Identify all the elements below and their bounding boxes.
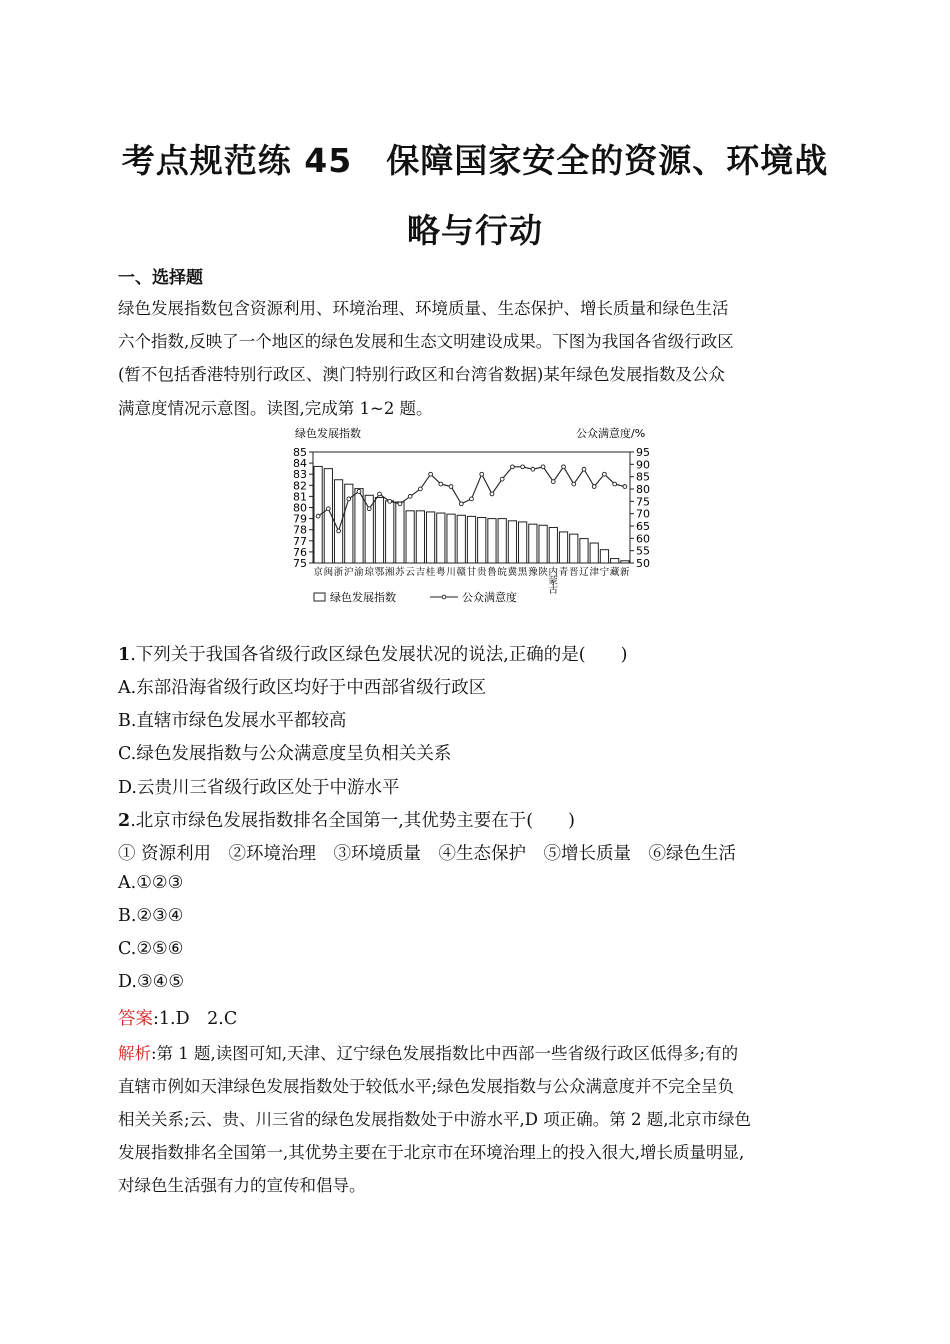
analysis-text: :第 1 题,读图可知,天津、辽宁绿色发展指数比中西部一些省级行政区低得多;有的 — [151, 1044, 739, 1063]
x-label-京: 京 — [313, 567, 323, 578]
point-陕 — [541, 465, 545, 469]
q1-option-a: A.东部沿海省级行政区均好于中西部省级行政区 — [118, 678, 487, 698]
q1-option-b: B.直辖市绿色发展水平都较高 — [118, 711, 347, 731]
x-label-豫: 豫 — [528, 567, 538, 578]
right-tick-label: 95 — [636, 446, 650, 459]
bar-新 — [621, 561, 629, 563]
bar-苏 — [396, 502, 404, 563]
right-tick-label: 50 — [636, 557, 650, 570]
right-axis-title: 公众满意度/% — [576, 427, 646, 440]
point-粤 — [439, 482, 443, 486]
x-label-extra-蒙: 蒙 — [548, 576, 559, 587]
bar-冀 — [508, 521, 516, 563]
legend-line-marker — [442, 595, 446, 599]
point-闽 — [326, 507, 330, 511]
point-苏 — [398, 502, 402, 506]
bar-贵 — [478, 517, 486, 563]
page-title-line1: 考点规范练 45 保障国家安全的资源、环境战 — [121, 141, 829, 180]
x-label-川: 川 — [446, 567, 456, 578]
question-1-stem — [118, 641, 627, 666]
bar-渝 — [355, 489, 363, 563]
bar-甘 — [467, 516, 475, 563]
left-tick-label: 77 — [293, 534, 307, 548]
left-tick-label: 78 — [293, 523, 307, 537]
x-label-津: 津 — [589, 567, 599, 578]
bar-豫 — [529, 524, 537, 563]
x-label-贵: 贵 — [476, 567, 487, 578]
point-冀 — [511, 465, 515, 469]
analysis-line: 相关关系;云、贵、川三省的绿色发展指数处于中游水平,D 项正确。第 2 题,北京市绿色 — [118, 1110, 752, 1129]
point-青 — [562, 465, 566, 469]
answer-label: 答案 — [118, 1009, 153, 1029]
point-藏 — [613, 482, 617, 486]
x-label-宁: 宁 — [599, 567, 610, 578]
x-label-沪: 沪 — [344, 567, 354, 578]
x-label-新: 新 — [620, 567, 630, 578]
right-tick-label: 60 — [636, 532, 650, 546]
bar-藏 — [611, 559, 619, 563]
x-label-桂: 桂 — [425, 567, 436, 578]
x-label-皖: 皖 — [497, 567, 507, 578]
question-number: 1 — [118, 645, 131, 665]
question-text: .北京市绿色发展指数排名全国第一,其优势主要在于( ) — [130, 811, 575, 831]
x-label-渝: 渝 — [354, 567, 364, 578]
analysis-label: 解析 — [118, 1044, 151, 1063]
left-tick-label: 83 — [293, 468, 307, 482]
x-label-内: 内 — [548, 567, 559, 578]
point-云 — [408, 495, 412, 499]
question-text: .下列关于我国各省级行政区绿色发展状况的说法,正确的是( ) — [130, 645, 628, 665]
x-label-赣: 赣 — [456, 567, 467, 578]
right-tick-label: 75 — [636, 495, 650, 509]
intro-line: 六个指数,反映了一个地区的绿色发展和生态文明建设成果。下图为我国各省级行政区 — [118, 332, 734, 351]
x-label-黑: 黑 — [517, 567, 528, 578]
point-皖 — [500, 477, 504, 481]
point-宁 — [603, 472, 607, 476]
answer-line — [118, 1005, 237, 1030]
point-渝 — [357, 490, 361, 494]
answer-text: :1.D 2.C — [153, 1009, 238, 1029]
x-label-鲁: 鲁 — [487, 567, 497, 578]
bar-吉 — [416, 511, 424, 563]
x-label-辽: 辽 — [579, 567, 589, 578]
page-title-line2: 略与行动 — [407, 211, 543, 250]
right-tick-label: 55 — [636, 544, 650, 558]
point-贵 — [480, 472, 484, 476]
left-tick-label: 75 — [293, 557, 307, 570]
bar-黑 — [519, 522, 527, 563]
left-tick-label: 76 — [293, 545, 307, 559]
q2-option-d: D.③④⑤ — [118, 972, 185, 992]
analysis-line: 发展指数排名全国第一,其优势主要在于北京市在环境治理上的投入很大,增长质量明显, — [118, 1143, 745, 1162]
bar-陕 — [539, 525, 547, 563]
point-川 — [449, 485, 453, 489]
left-tick-label: 82 — [293, 479, 307, 493]
left-tick-label: 84 — [293, 457, 307, 471]
q2-option-c: C.②⑤⑥ — [118, 939, 184, 959]
bar-津 — [590, 543, 598, 563]
x-label-湘: 湘 — [384, 567, 395, 578]
bar-云 — [406, 511, 414, 563]
question-2-stem — [118, 807, 575, 832]
point-津 — [592, 485, 596, 489]
bar-湘 — [386, 501, 394, 563]
analysis-line: 对绿色生活强有力的宣传和倡导。 — [118, 1176, 366, 1195]
bar-川 — [447, 514, 455, 563]
x-label-甘: 甘 — [466, 567, 477, 578]
right-tick-label: 80 — [636, 483, 650, 496]
bar-皖 — [498, 519, 506, 563]
x-label-藏: 藏 — [609, 567, 620, 578]
q2-option-b: B.②③④ — [118, 906, 184, 926]
x-label-苏: 苏 — [395, 567, 405, 578]
q1-option-c: C.绿色发展指数与公众满意度呈负相关关系 — [118, 744, 452, 764]
analysis-line: 直辖市例如天津绿色发展指数处于较低水平;绿色发展指数与公众满意度并不完全呈负 — [118, 1077, 735, 1096]
green-development-chart — [280, 425, 670, 610]
x-label-闽: 闽 — [323, 567, 334, 578]
left-tick-label: 79 — [293, 512, 307, 526]
x-label-冀: 冀 — [507, 567, 518, 578]
legend-bar-label: 绿色发展指数 — [330, 591, 396, 604]
x-label-鄂: 鄂 — [374, 567, 385, 578]
point-琼 — [367, 507, 371, 511]
x-label-青: 青 — [558, 567, 569, 578]
bar-鲁 — [488, 519, 496, 563]
point-京 — [316, 514, 320, 518]
left-tick-label: 80 — [293, 501, 307, 515]
legend-bar-swatch — [314, 593, 325, 601]
x-label-琼: 琼 — [364, 567, 374, 578]
chart-legend — [314, 590, 517, 604]
bar-辽 — [580, 539, 588, 563]
point-豫 — [531, 467, 535, 471]
point-吉 — [418, 487, 422, 491]
x-label-extra-古: 古 — [548, 585, 559, 596]
intro-line: 绿色发展指数包含资源利用、环境治理、环境质量、生态保护、增长质量和绿色生活 — [118, 299, 729, 318]
legend-line-label: 公众满意度 — [462, 591, 517, 604]
point-新 — [623, 485, 627, 489]
point-桂 — [429, 472, 433, 476]
point-甘 — [470, 497, 474, 501]
analysis-line — [118, 1037, 834, 1070]
x-label-晋: 晋 — [569, 567, 579, 578]
bar-青 — [559, 532, 567, 563]
right-tick-label: 70 — [636, 507, 650, 521]
point-沪 — [347, 497, 351, 501]
bar-粤 — [437, 513, 445, 563]
point-内蒙古 — [551, 480, 555, 484]
q2-items: ① 资源利用 ②环境治理 ③环境质量 ④生态保护 ⑤增长质量 ⑥绿色生活 — [118, 844, 737, 864]
right-tick-label: 65 — [636, 520, 650, 533]
point-辽 — [582, 467, 586, 471]
right-tick-label: 85 — [636, 470, 650, 484]
question-number: 2 — [118, 811, 131, 831]
bar-鄂 — [375, 498, 383, 563]
x-label-吉: 吉 — [415, 567, 426, 578]
x-label-浙: 浙 — [333, 567, 344, 578]
intro-line: 满意度情况示意图。读图,完成第 1~2 题。 — [118, 399, 433, 418]
section-heading: 一、选择题 — [118, 268, 203, 288]
point-晋 — [572, 482, 576, 486]
point-赣 — [459, 502, 463, 506]
bar-晋 — [570, 534, 578, 563]
x-label-粤: 粤 — [436, 567, 446, 578]
point-浙 — [337, 529, 341, 533]
x-label-云: 云 — [405, 567, 415, 578]
q2-option-a: A.①②③ — [118, 873, 184, 893]
bar-赣 — [457, 515, 465, 563]
intro-line: (暂不包括香港特别行政区、澳门特别行政区和台湾省数据)某年绿色发展指数及公众 — [118, 365, 725, 384]
point-鄂 — [378, 492, 382, 496]
point-鲁 — [490, 492, 494, 496]
bar-内蒙古 — [549, 527, 557, 563]
right-tick-label: 90 — [636, 458, 650, 472]
bar-宁 — [600, 550, 608, 563]
bar-桂 — [426, 512, 434, 563]
left-tick-label: 85 — [293, 446, 307, 459]
x-label-陕: 陕 — [538, 567, 548, 578]
left-tick-label: 81 — [293, 490, 307, 504]
point-湘 — [388, 499, 392, 503]
left-axis-title: 绿色发展指数 — [295, 427, 361, 440]
bar-沪 — [345, 484, 353, 563]
point-黑 — [521, 465, 525, 469]
q1-option-d: D.云贵川三省级行政区处于中游水平 — [118, 778, 400, 798]
